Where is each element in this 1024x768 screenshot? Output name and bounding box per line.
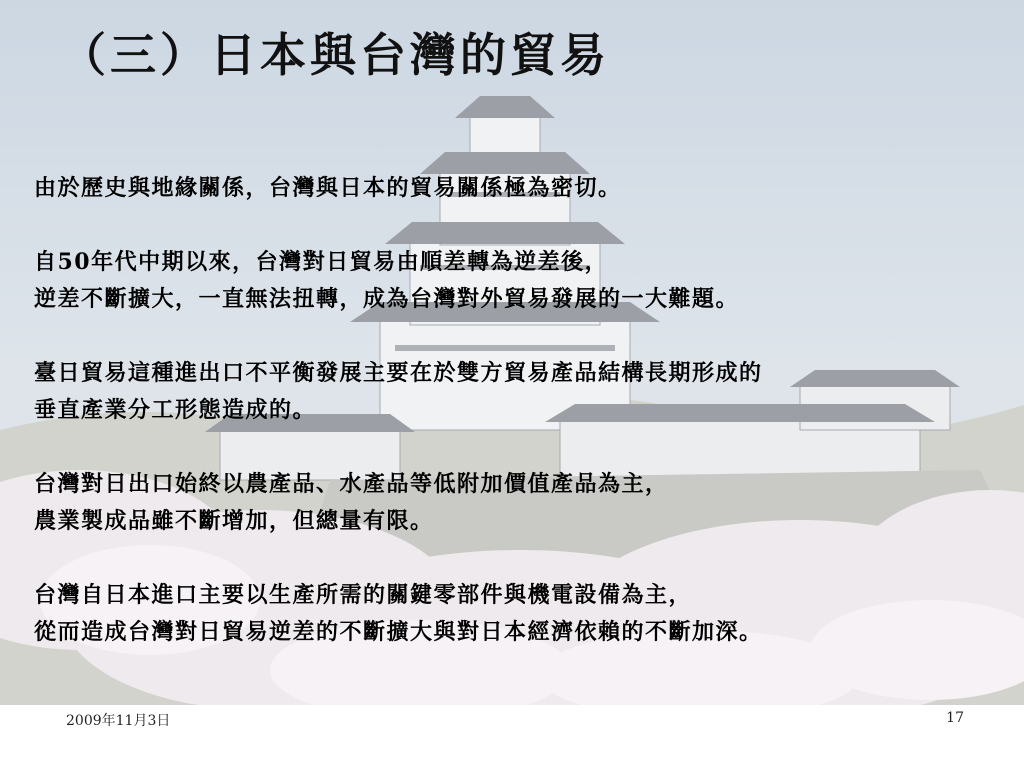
footer-date: 2009年11月3日 xyxy=(66,713,171,729)
paragraph-imbalance xyxy=(34,355,1009,429)
slide-footer xyxy=(0,705,1024,768)
paragraph-line: 由於歷史與地緣關係，台灣與日本的貿易關係極為密切。 xyxy=(34,175,622,201)
paragraph-line: 台灣對日出口始終以農產品、水產品等低附加價值產品為主， xyxy=(34,471,669,497)
page-number: 17 xyxy=(946,710,964,726)
paragraph-history xyxy=(34,170,1009,207)
paragraph-line: 從而造成台灣對日貿易逆差的不斷擴大與對日本經濟依賴的不斷加深。 xyxy=(34,619,763,645)
slide-body xyxy=(34,170,1009,688)
paragraph-imports xyxy=(34,577,1009,651)
paragraph-exports xyxy=(34,466,1009,540)
paragraph-line: 臺日貿易這種進出口不平衡發展主要在於雙方貿易產品結構長期形成的 xyxy=(34,360,763,386)
slide-title: （三）日本與台灣的貿易 xyxy=(60,28,610,82)
paragraph-line: 農業製成品雖不斷增加，但總量有限。 xyxy=(34,508,434,534)
paragraph-line: 台灣自日本進口主要以生產所需的關鍵零部件與機電設備為主， xyxy=(34,582,693,608)
paragraph-line: 自50年代中期以來，台灣對日貿易由順差轉為逆差後， xyxy=(34,249,609,275)
paragraph-line: 逆差不斷擴大，一直無法扭轉，成為台灣對外貿易發展的一大難題。 xyxy=(34,286,740,312)
paragraph-trade-deficit xyxy=(34,244,1009,318)
paragraph-line: 垂直產業分工形態造成的。 xyxy=(34,397,317,423)
